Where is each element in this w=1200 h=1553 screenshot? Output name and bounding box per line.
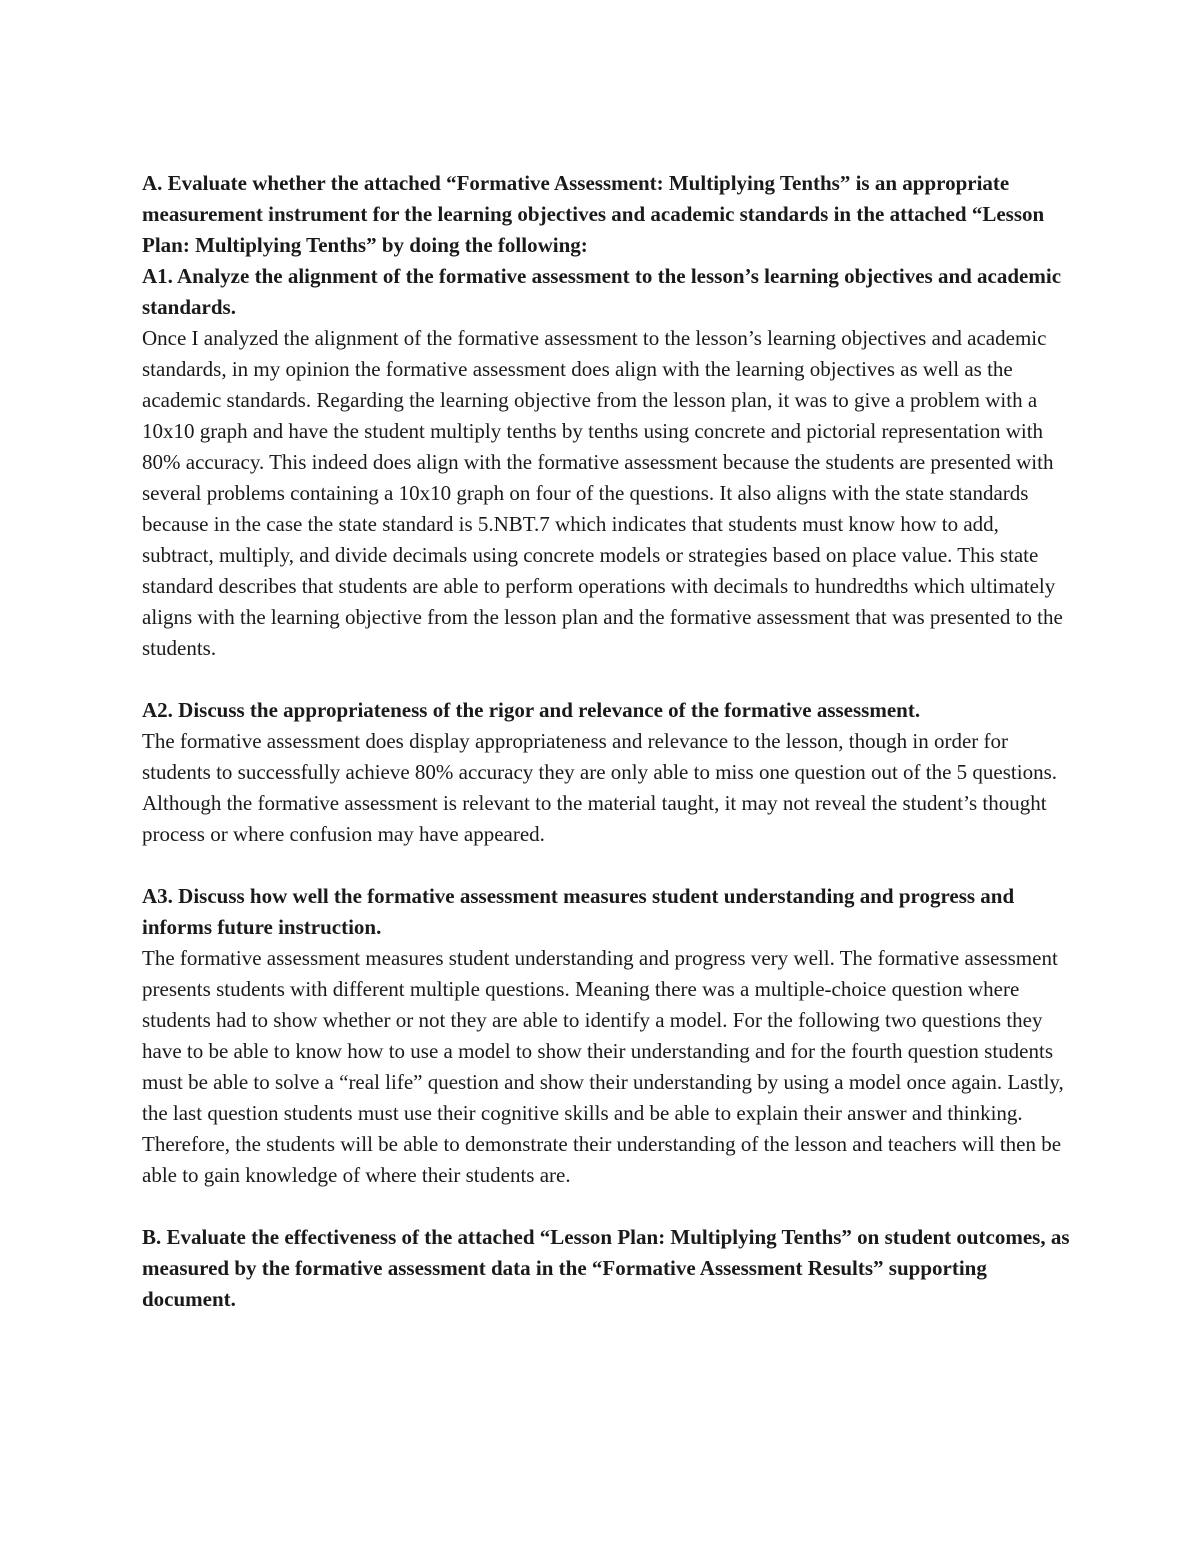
- paragraph-spacer: [142, 1191, 1072, 1222]
- paragraph-spacer: [142, 850, 1072, 881]
- paragraph-spacer: [142, 664, 1072, 695]
- document-content: [142, 168, 1072, 1315]
- section-b-heading: B. Evaluate the effectiveness of the attached “Lesson Plan: Multiplying Tenths” on student outcomes, as measured by the formative assessment data in the “Formative Assessment Results” supporting document.: [142, 1225, 1070, 1311]
- section-a1-heading: A1. Analyze the alignment of the formative assessment to the lesson’s learning objectives and academic standards.: [142, 264, 1062, 319]
- section-a2-heading: A2. Discuss the appropriateness of the rigor and relevance of the formative assessment.: [142, 698, 921, 722]
- section-a-heading: A. Evaluate whether the attached “Formative Assessment: Multiplying Tenths” is an appropriate measurement instrument for the learning objectives and academic standards in the attached “Lesson Plan: Multiplying Tenths” by doing the following:: [142, 171, 1045, 257]
- section-a1-body: Once I analyzed the alignment of the formative assessment to the lesson’s learning objectives and academic standards, in my opinion the formative assessment does align with the learning objectives as well as the academic standards. Regarding the learning objective from the lesson plan, it was to give a problem with a 10x10 graph and have the student multiply tenths by tenths using concrete and pictorial representation with 80% accuracy. This indeed does align with the formative assessment because the students are presented with several problems containing a 10x10 graph on four of the questions. It also aligns with the state standards because in the case the state standard is 5.NBT.7 which indicates that students must know how to add, subtract, multiply, and divide decimals using concrete models or strategies based on place value. This state standard describes that students are able to perform operations with decimals to hundredths which ultimately aligns with the learning objective from the lesson plan and the formative assessment that was presented to the students.: [142, 326, 1063, 660]
- section-a2-body: The formative assessment does display appropriateness and relevance to the lesson, though in order for students to successfully achieve 80% accuracy they are only able to miss one question out of the 5 questions. Although the formative assessment is relevant to the material taught, it may not reveal the student’s thought process or where confusion may have appeared.: [142, 729, 1058, 846]
- section-a3-heading: A3. Discuss how well the formative assessment measures student understanding and progress and informs future instruction.: [142, 884, 1015, 939]
- section-a3-body: The formative assessment measures student understanding and progress very well. The formative assessment presents students with different multiple questions. Meaning there was a multiple-choice question where students had to show whether or not they are able to identify a model. For the following two questions they have to be able to know how to use a model to show their understanding and for the fourth question students must be able to solve a “real life” question and show their understanding by using a model once again. Lastly, the last question students must use their cognitive skills and be able to explain their answer and thinking. Therefore, the students will be able to demonstrate their understanding of the lesson and teachers will then be able to gain knowledge of where their students are.: [142, 946, 1064, 1187]
